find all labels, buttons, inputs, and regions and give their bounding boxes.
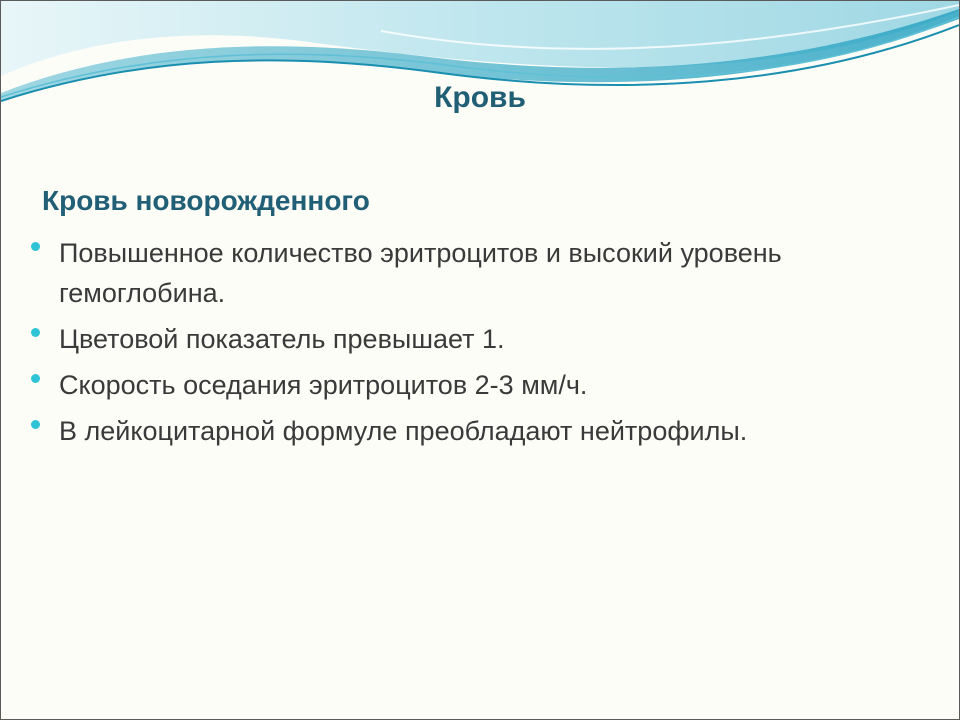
bullet-item [29, 319, 929, 359]
bullet-dot-icon [31, 328, 40, 337]
bullet-dot-icon [31, 420, 40, 429]
bullet-text: В лейкоцитарной формуле преобладают нейтрофилы. [59, 416, 748, 446]
bullet-item [29, 233, 929, 313]
bullet-text: Скорость оседания эритроцитов 2-3 мм/ч. [59, 370, 588, 400]
bullet-item [29, 411, 929, 451]
bullet-list [29, 233, 929, 457]
slide-subtitle: Кровь новорожденного [42, 185, 370, 216]
bullet-dot-icon [31, 374, 40, 383]
bullet-dot-icon [31, 242, 40, 251]
bullet-text: Повышенное количество эритроцитов и высокий уровень гемоглобина. [59, 238, 782, 308]
bullet-text: Цветовой показатель превышает 1. [59, 324, 505, 354]
slide-title: Кровь [434, 81, 526, 114]
bullet-item [29, 365, 929, 405]
